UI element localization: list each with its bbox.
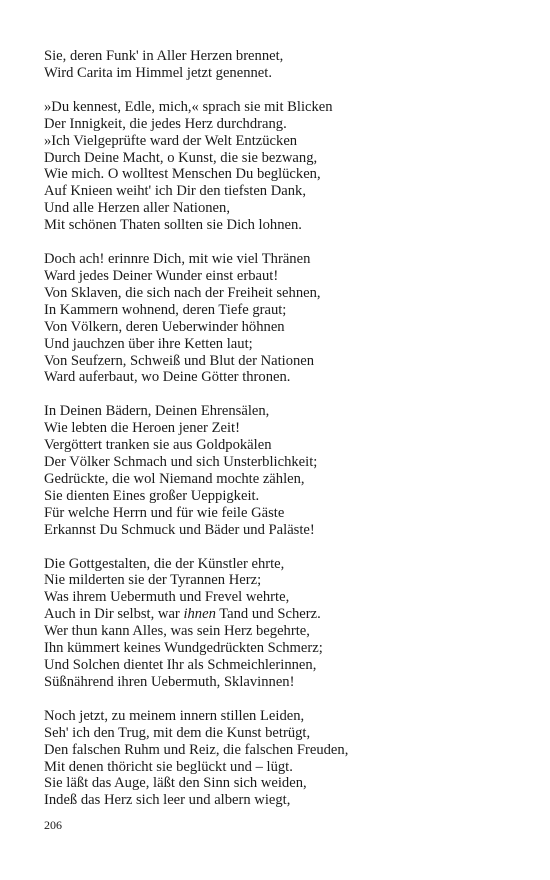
emphasized-word: ihnen bbox=[183, 606, 216, 623]
verse-line: Noch jetzt, zu meinem innern stillen Leiden, bbox=[44, 707, 305, 724]
verse-line: Und Solchen dientet Ihr als Schmeichlerinnen, bbox=[44, 657, 317, 673]
verse-line bbox=[44, 606, 534, 623]
verse-line: Die Gottgestalten, die der Künstler ehrte, bbox=[44, 555, 285, 572]
verse-line: Sie läßt das Auge, läßt den Sinn sich weiden, bbox=[44, 775, 307, 792]
verse-line: Der Innigkeit, die jedes Herz durchdrang. bbox=[44, 115, 287, 132]
stanza bbox=[44, 48, 534, 82]
verse-line: Wie lebten die Heroen jener Zeit! bbox=[44, 420, 240, 437]
stanza bbox=[44, 251, 534, 386]
stanza bbox=[44, 556, 534, 691]
verse-line: Und alle Herzen aller Nationen, bbox=[44, 200, 230, 217]
verse-line: Ihn kümmert keines Wundgedrückten Schmerz; bbox=[44, 640, 323, 657]
verse-line: Von Seufzern, Schweiß und Blut der Nationen bbox=[44, 352, 315, 369]
verse-line: In Kammern wohnend, deren Tiefe graut; bbox=[44, 301, 287, 318]
verse-line: Sie dienten Eines großer Ueppigkeit. bbox=[44, 487, 260, 504]
verse-line: Der Völker Schmach und sich Unsterblichkeit; bbox=[44, 454, 318, 471]
verse-line: Für welche Herrn und für wie feile Gäste bbox=[44, 504, 285, 521]
stanza bbox=[44, 99, 534, 234]
page-number: 206 bbox=[44, 818, 62, 832]
verse-line: Wird Carita im Himmel jetzt genennet. bbox=[44, 64, 272, 81]
verse-line: Mit schönen Thaten sollten sie Dich lohnen. bbox=[44, 217, 302, 234]
verse-line: Wie mich. O wolltest Menschen Du beglücken, bbox=[44, 166, 321, 183]
verse-line-part: Tand und Scherz. bbox=[215, 606, 321, 623]
verse-line: Vergöttert tranken sie aus Goldpokälen bbox=[44, 437, 272, 454]
stanza bbox=[44, 708, 534, 809]
verse-line: Ward auferbaut, wo Deine Götter thronen. bbox=[44, 369, 291, 386]
verse-line: Was ihrem Uebermuth und Frevel wehrte, bbox=[44, 589, 290, 606]
verse-line: In Deinen Bädern, Deinen Ehrensälen, bbox=[44, 403, 270, 420]
verse-line: Den falschen Ruhm und Reiz, die falschen Freuden, bbox=[44, 741, 349, 758]
verse-line-part: Auch in Dir selbst, war bbox=[44, 606, 184, 623]
stanza bbox=[44, 403, 534, 538]
verse-line: Ward jedes Deiner Wunder einst erbaut! bbox=[44, 267, 279, 284]
verse-line: Wer thun kann Alles, was sein Herz begehrte, bbox=[44, 623, 310, 640]
verse-line: Seh' ich den Trug, mit dem die Kunst betrügt, bbox=[44, 724, 311, 741]
verse-line: Durch Deine Macht, o Kunst, die sie bezwang, bbox=[44, 149, 318, 166]
verse-line: Und jauchzen über ihre Ketten laut; bbox=[44, 335, 253, 352]
verse-line: Doch ach! erinnre Dich, mit wie viel Thränen bbox=[44, 251, 311, 268]
verse-line: Sie, deren Funk' in Aller Herzen brennet, bbox=[44, 48, 284, 64]
verse-line: »Ich Vielgeprüfte ward der Welt Entzücken bbox=[44, 132, 298, 149]
verse-line: Von Völkern, deren Ueberwinder höhnen bbox=[44, 318, 285, 335]
verse-line: Süßnährend ihren Uebermuth, Sklavinnen! bbox=[44, 673, 295, 690]
verse-line: Gedrückte, die wol Niemand mochte zählen, bbox=[44, 470, 305, 487]
verse-line: Mit denen thöricht sie beglückt und – lügt. bbox=[44, 758, 293, 775]
poem-text bbox=[44, 48, 534, 826]
verse-line: Auf Knieen weiht' ich Dir den tiefsten Dank, bbox=[44, 183, 306, 200]
verse-line: Erkannst Du Schmuck und Bäder und Paläste! bbox=[44, 521, 315, 538]
verse-line: »Du kennest, Edle, mich,« sprach sie mit Blicken bbox=[44, 98, 333, 115]
verse-line: Nie milderten sie der Tyrannen Herz; bbox=[44, 572, 262, 589]
verse-line: Indeß das Herz sich leer und albern wiegt, bbox=[44, 792, 291, 809]
verse-line: Von Sklaven, die sich nach der Freiheit sehnen, bbox=[44, 284, 321, 301]
